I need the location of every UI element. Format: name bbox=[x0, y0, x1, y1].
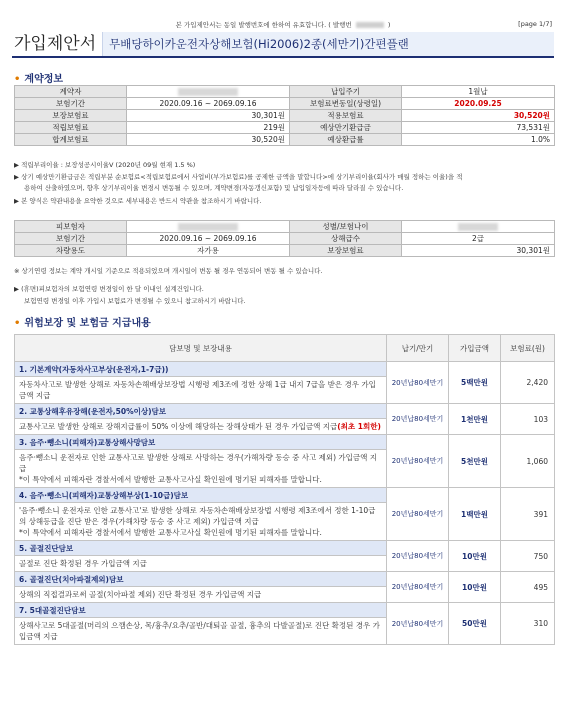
note-line: ▶ 상기 예상만기환급금은 적립부분 순보험료<적립보험료에서 사업비(부가보험료)를 공제한 금액을 말합니다>에 상기부리이율(회사가 매월 정하는 이율)을 적 bbox=[14, 173, 463, 181]
table-label: 상해급수 bbox=[290, 233, 402, 245]
insured-info-table bbox=[14, 220, 555, 257]
redacted-name bbox=[178, 223, 238, 231]
redacted-name bbox=[178, 88, 238, 96]
coverage-amount: 1백만원 bbox=[449, 488, 501, 541]
coverage-amount: 10만원 bbox=[449, 572, 501, 603]
coverage-limit-note: (최초 1회한) bbox=[337, 422, 381, 431]
coverage-premium: 750 bbox=[501, 541, 555, 572]
table-value: 자가용 bbox=[127, 245, 290, 257]
coverage-term: 20년납80세만기 bbox=[387, 435, 449, 488]
table-label: 차량용도 bbox=[15, 245, 127, 257]
table-row bbox=[15, 245, 555, 257]
coverage-term: 20년납80세만기 bbox=[387, 488, 449, 541]
coverage-header-row bbox=[15, 335, 555, 362]
column-header: 담보명 및 보장내용 bbox=[15, 335, 387, 362]
coverage-description-line: 음주·뺑소니 운전자로 인한 교통사고로 발생한 상해로 사망하는 경우(가해차량 동승 중 사고 제외) 가입금액 지급 bbox=[19, 453, 378, 473]
coverage-amount: 5백만원 bbox=[449, 362, 501, 404]
column-header: 납기/만기 bbox=[387, 335, 449, 362]
coverage-description-line: 상해사고로 5대골절(머리의 으깸손상, 목/흉추/요추/골반/대퇴골 골절, 흉추의 다발골절)로 진단 확정된 경우 가입금액 지급 bbox=[19, 621, 380, 641]
gender-age-value bbox=[402, 221, 555, 233]
redacted-age bbox=[458, 223, 498, 231]
coverage-section-label: 위험보장 및 보험금 지급내용 bbox=[24, 318, 151, 329]
table-row bbox=[15, 233, 555, 245]
issue-number-close: ) bbox=[387, 21, 391, 29]
table-label: 납입주기 bbox=[290, 86, 402, 98]
note-line: 용하여 산출하였으며, 향후 상기부리이율 변경시 변동될 수 있으며, 계약변경(자동갱신포함) 및 납입일자등에 따라 달라질 수 있습니다. bbox=[24, 184, 404, 192]
coverage-name-row bbox=[15, 435, 555, 450]
coverage-amount: 1천만원 bbox=[449, 404, 501, 435]
coverage-term: 20년납80세만기 bbox=[387, 541, 449, 572]
table-row bbox=[15, 221, 555, 233]
coverage-term: 20년납80세만기 bbox=[387, 362, 449, 404]
coverage-section-title bbox=[14, 314, 151, 329]
table-label: 적립보험료 bbox=[15, 122, 127, 134]
coverage-description-line: *이 특약에서 피해자란 경찰서에서 발행한 교통사고사실 확인원에 명기된 피해자를 말합니다. bbox=[19, 528, 322, 537]
coverage-name-row bbox=[15, 404, 555, 419]
table-value: 2급 bbox=[402, 233, 555, 245]
table-value: 30,520원 bbox=[402, 110, 555, 122]
column-header: 가입금액 bbox=[449, 335, 501, 362]
page-number: [page 1/7] bbox=[518, 20, 552, 28]
coverage-name: 3. 음주·뺑소니(피해자)교통상해사망담보 bbox=[15, 435, 387, 450]
table-value: 30,520원 bbox=[127, 134, 290, 146]
coverage-amount: 5천만원 bbox=[449, 435, 501, 488]
coverage-description bbox=[15, 618, 387, 645]
coverage-premium: 391 bbox=[501, 488, 555, 541]
coverage-name: 6. 골절진단(치아파절제외)담보 bbox=[15, 572, 387, 587]
coverage-term: 20년납80세만기 bbox=[387, 404, 449, 435]
issue-number-label: ( 발행번 bbox=[328, 21, 352, 29]
coverage-name: 7. 5대골절진단담보 bbox=[15, 603, 387, 618]
contract-section-label: 계약정보 bbox=[24, 74, 64, 85]
table-value: 1.0% bbox=[402, 134, 555, 146]
table-label: 보험료변동일(상령일) bbox=[290, 98, 402, 110]
table-label: 성별/보험나이 bbox=[290, 221, 402, 233]
coverage-description bbox=[15, 450, 387, 488]
coverage-name-row bbox=[15, 541, 555, 556]
coverage-premium: 495 bbox=[501, 572, 555, 603]
coverage-amount: 50만원 bbox=[449, 603, 501, 645]
document-title: 가입제안서 bbox=[14, 34, 97, 54]
coverage-premium: 2,420 bbox=[501, 362, 555, 404]
redacted-issue-number bbox=[356, 22, 384, 28]
table-label: 계약자 bbox=[15, 86, 127, 98]
coverage-description bbox=[15, 556, 387, 572]
table-label: 적용보험료 bbox=[290, 110, 402, 122]
insured-value bbox=[127, 221, 290, 233]
coverage-table bbox=[14, 334, 555, 645]
coverage-name: 5. 골절진단담보 bbox=[15, 541, 387, 556]
coverage-term: 20년납80세만기 bbox=[387, 603, 449, 645]
table-value: 2020.09.16 ~ 2069.09.16 bbox=[127, 98, 290, 110]
coverage-description bbox=[15, 587, 387, 603]
table-value: 73,531원 bbox=[402, 122, 555, 134]
table-label: 보험기간 bbox=[15, 98, 127, 110]
coverage-name: 1. 기본계약(자동차사고부상(운전자,1-7급)) bbox=[15, 362, 387, 377]
coverage-description-line: 교통사고로 발생한 상해로 장해지급률이 50% 이상에 해당하는 장해상태가 된 경우 가입금액 지급 bbox=[19, 422, 338, 431]
table-row bbox=[15, 134, 555, 146]
table-label: 보장보험료 bbox=[15, 110, 127, 122]
coverage-name-row bbox=[15, 488, 555, 503]
table-label: 보험기간 bbox=[15, 233, 127, 245]
table-row bbox=[15, 122, 555, 134]
coverage-term: 20년납80세만기 bbox=[387, 572, 449, 603]
bullet-icon: • bbox=[14, 318, 21, 329]
table-label: 합계보험료 bbox=[15, 134, 127, 146]
product-name-bar bbox=[102, 32, 554, 56]
coverage-name-row bbox=[15, 572, 555, 587]
contract-info-table bbox=[14, 85, 555, 146]
table-value: 2020.09.16 ~ 2069.09.16 bbox=[127, 233, 290, 245]
coverage-name-row bbox=[15, 603, 555, 618]
table-row bbox=[15, 86, 555, 98]
policyholder-value bbox=[127, 86, 290, 98]
coverage-description bbox=[15, 503, 387, 541]
coverage-description-line: 자동차사고로 발생한 상해로 자동차손해배상보장법 시행령 제3조에 정한 상해 1급 내지 7급을 받은 경우 가입금액 지급 bbox=[19, 380, 376, 400]
validity-note bbox=[0, 20, 566, 29]
table-row bbox=[15, 98, 555, 110]
coverage-description-line: 골절로 진단 확정된 경우 가입금액 지급 bbox=[19, 559, 147, 568]
table-value: 219원 bbox=[127, 122, 290, 134]
note-line: ▶ 적립부리이율 : 보장성공시이율Ⅴ (2020년 09월 현재 1.5 %) bbox=[14, 161, 196, 169]
coverage-description bbox=[15, 377, 387, 404]
note-line: ▶ (휴면)피보험자의 보험연령 변경일이 한 달 이내인 설계건입니다. bbox=[14, 285, 204, 293]
table-value: 30,301원 bbox=[402, 245, 555, 257]
coverage-name-row bbox=[15, 362, 555, 377]
note-line: ※ 상기연령 정보는 계약 개시일 기준으로 적용되었으며 개시일이 변동 될 경우 연동되어 변동 될 수 있습니다. bbox=[14, 267, 323, 275]
validity-note-text: 본 가입제안서는 동일 발행번호에 한하여 유효합니다. bbox=[175, 21, 327, 29]
coverage-description-line: '음주·뺑소니 운전자로 인한 교통사고'로 발생한 상해로 자동차손해배상보장법 시행령 제3조에서 정한 1-10급의 상해등급을 진단 받은 경우(가해차량 동승 중 사고 제외) 가입금액 지급 bbox=[19, 506, 376, 526]
coverage-description-line: 상해의 직접결과로써 골절(치아파절 제외) 진단 확정된 경우 가입금액 지급 bbox=[19, 590, 262, 599]
coverage-premium: 1,060 bbox=[501, 435, 555, 488]
table-value: 2020.09.25 bbox=[402, 98, 555, 110]
coverage-name: 2. 교통상해후유장해(운전자,50%이상)담보 bbox=[15, 404, 387, 419]
table-label: 예상만기환급금 bbox=[290, 122, 402, 134]
table-row bbox=[15, 110, 555, 122]
coverage-name: 4. 음주·뺑소니(피해자)교통상해부상(1-10급)담보 bbox=[15, 488, 387, 503]
coverage-premium: 103 bbox=[501, 404, 555, 435]
table-label: 예상환급률 bbox=[290, 134, 402, 146]
product-name: 무배당하이카운전자상해보험(Hi2006)2종(세만기)간편플랜 bbox=[109, 37, 409, 51]
table-value: 1월납 bbox=[402, 86, 555, 98]
table-value: 30,301원 bbox=[127, 110, 290, 122]
coverage-amount: 10만원 bbox=[449, 541, 501, 572]
coverage-description bbox=[15, 419, 387, 435]
table-label: 보장보험료 bbox=[290, 245, 402, 257]
note-line: ▶ 본 양식은 약관내용을 요약한 것으로 세부내용은 반드시 약관을 참조하시기 바랍니다. bbox=[14, 197, 262, 205]
column-header: 보험료(원) bbox=[501, 335, 555, 362]
coverage-premium: 310 bbox=[501, 603, 555, 645]
document-header bbox=[12, 30, 554, 58]
coverage-description-line: *이 특약에서 피해자란 경찰서에서 발행한 교통사고사실 확인원에 명기된 피해자를 말합니다. bbox=[19, 475, 322, 484]
note-line: 보험연령 변경일 이후 가입시 보험료가 변경될 수 있으니 참고하시기 바랍니다. bbox=[24, 297, 246, 305]
table-label: 피보험자 bbox=[15, 221, 127, 233]
contract-section-title bbox=[14, 70, 63, 85]
bullet-icon: • bbox=[14, 74, 21, 85]
